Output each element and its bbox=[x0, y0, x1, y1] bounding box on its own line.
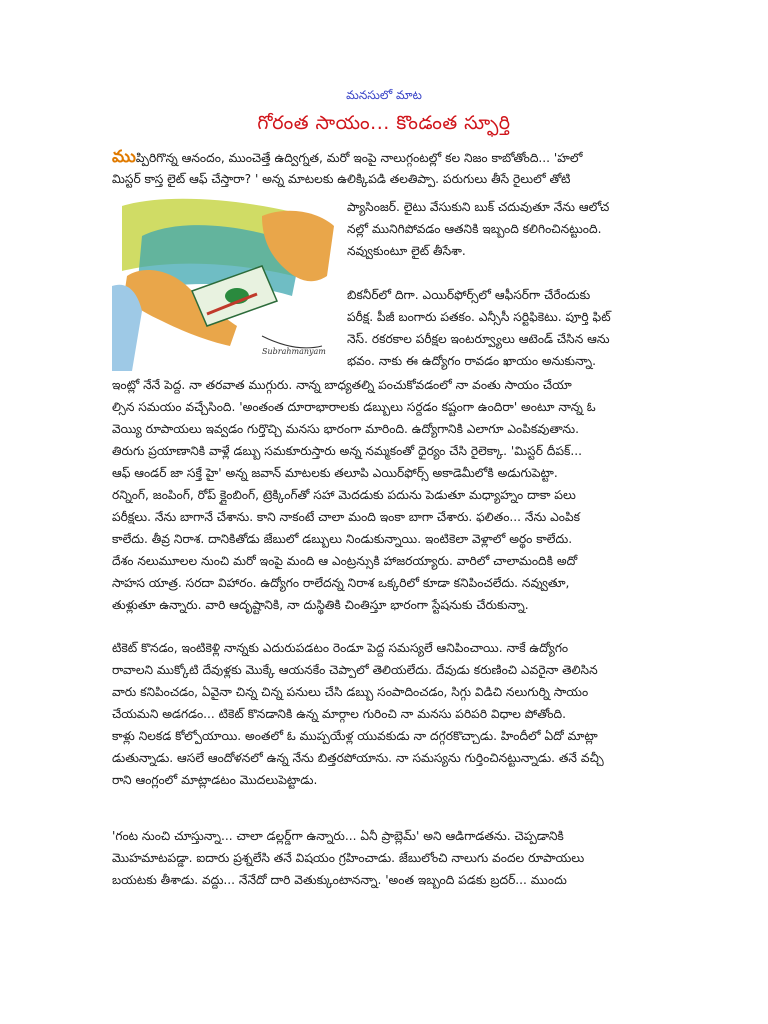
text-line: కాళ్లు నిలకడ కోల్పోయాయి. అంతలో ఓ ముప్పయేళ్ల యువకుడు నా దగ్గరకొచ్చాడు. హిందీలో ఏదో మాట్లా bbox=[112, 729, 598, 743]
text-line: ఇంట్లో నేనే పెద్ద. నా తరవాత ముగ్గురు. నాన్న బాధ్యతల్ని పంచుకోవడంలో నా వంతు సాయం చేయా bbox=[112, 378, 572, 392]
text-line: ముప్పిరిగొన్న ఆనందం, ముంచెత్తే ఉద్విగ్నత, మరో ఇంపై నాలుగ్గంటల్లో కల నిజం కాబోతోంది... 'హలో bbox=[112, 147, 583, 167]
text-line: రాని ఆంగ్లంలో మాట్లాడటం మొదలుపెట్టాడు. bbox=[112, 773, 318, 787]
text-line: నల్లో మునిగిపోవడం ఆతనికి ఇబ్బంది కలిగించినట్టుంది. bbox=[347, 222, 602, 236]
text-line: వారు కనిపించడం, ఏవైనా చిన్న చిన్న పనులు చేసి డబ్బు సంపాదించడం, సిగ్గు విడిచి నలుగుర్ని సాయం bbox=[112, 685, 589, 699]
text-line: కాలేదు. తీవ్ర నిరాశ. దానికితోడు జేబులో డబ్బులు నిండుకున్నాయి. ఇంటికెలా వెళ్లాలో అర్థం కాలేదు. bbox=[112, 532, 573, 546]
text-line: ల్సిన సమయం వచ్చేసింది. 'అంతంత దూరాభారాలకు డబ్బులు సర్దడం కష్టంగా ఉందిరా' అంటూ నాన్న ఓ bbox=[112, 400, 596, 414]
drop-cap: ము bbox=[112, 147, 136, 167]
text-line: టికెట్ కొనడం, ఇంటికెళ్లి నాన్నకు ఎదురుపడటం రెండూ పెద్ద సమస్యలే ఆనిపించాయి. నాకే ఉద్యోగం bbox=[112, 641, 569, 655]
text-line: బికనీర్‌లో దిగా. ఎయిర్‌ఫోర్స్‌లో ఆఫీసర్‌గా చేరేందుకు bbox=[347, 288, 591, 302]
text-line: నవ్వుకుంటూ లైట్ తీసేశా. bbox=[347, 244, 466, 258]
text-line: వెయ్యి రూపాయలు ఇవ్వడం గుర్తొచ్చి మనసు భారంగా మారింది. ఉద్యోగానికి ఎలాగూ ఎంపికవుతాను. bbox=[112, 422, 579, 436]
section-label: మనసులో మాట bbox=[346, 88, 422, 102]
illustrator-signature: Subrahmanyam bbox=[262, 347, 326, 356]
paragraph-2-narrow bbox=[347, 284, 667, 372]
text-line: దేశం నలుమూలల నుంచి మరో ఇంపై మంది ఆ ఎంట్రన్సుకి హాజరయ్యారు. వారిలో చాలామందికి అదో bbox=[112, 554, 578, 568]
text-line: నెస్. రకరకాల పరీక్షల ఇంటర్వ్యూలు ఆటెండ్ చేసిన ఆను bbox=[347, 332, 610, 346]
text-line: డుతున్నాడు. ఆసలే ఆందోళనలో ఉన్న నేను బిత్తరపోయాను. నా సమస్యను గుర్తించినట్టున్నాడు. తనే వచ్చీ bbox=[112, 751, 604, 765]
paragraph-1-top bbox=[112, 146, 672, 190]
paragraph-1-narrow bbox=[347, 196, 667, 262]
text-line: ప్యాసింజర్. లైటు వేసుకుని బుక్ చదువుతూ నేను ఆలోచ bbox=[347, 200, 610, 214]
article-headline: గోరంత సాయం... కొండంత స్ఫూర్తి bbox=[257, 112, 511, 134]
text-line: చేయమని అడగడం... టికెట్ కొనడానికి ఉన్న మార్గాల గురించి నా మనసు పరిపరి విధాల పోతోంది. bbox=[112, 707, 567, 721]
text-line: బయటకు తీశాడు. వద్దు... నేనేదో దారి వెతుక్కుంటానన్నా. 'అంత ఇబ్బంది పడకు బ్రదర్... ముందు bbox=[112, 873, 567, 887]
text-line: మొహమాటపడ్డా. ఐదారు ప్రశ్నలేసి తనే విషయం గ్రహించాడు. జేబులోంచి నాలుగు వందల రూపాయలు bbox=[112, 851, 585, 865]
helping-hands-money-icon bbox=[112, 196, 340, 371]
text-line: ఆఫ్ ఆండర్ జా సక్తే హై' అన్న జవాన్ మాటలకు తలూపి ఎయిర్‌ఫోర్స్ అకాడెమీలోకి అడుగుపెట్టా. bbox=[112, 466, 558, 480]
paragraph-4 bbox=[112, 825, 672, 891]
text-line: సాహస యాత్ర. సరదా విహారం. ఉద్యోగం రాలేదన్న నిరాశ ఒక్కరిలో కూడా కనిపించలేదు. నవ్వుతూ, bbox=[112, 576, 570, 590]
text-line: పరీక్షలు. నేను బాగానే చేశాను. కాని నాకంటే చాలా మంది ఇంకా బాగా చేశారు. ఫలితం... నేను ఎంపిక bbox=[112, 510, 580, 524]
text-line: రావాలని ముక్కోటి దేవుళ్లకు మొక్కే ఆయనకేం చెప్పాలో తెలియలేదు. దేవుడు కరుణించి ఎవరైనా తెలిసిన bbox=[112, 663, 598, 677]
text-line: తుళ్లుతూ ఉన్నారు. వారి ఆదృష్టానికి, నా దుస్థితికి చింతిస్తూ భారంగా స్టేషనుకు చేరుకున్నా. bbox=[112, 598, 529, 612]
text-line: మిస్టర్ కాస్త లైట్ ఆఫ్ చేస్తారా? ' అన్న మాటలకు ఉలిక్కిపడి తలతిప్పా. పరుగులు తీసే రైలులో తోటి bbox=[112, 172, 571, 186]
text-line: తిరుగు ప్రయాణానికి వాళ్లే డబ్బు సమకూరుస్తారు అన్న నమ్మకంతో ధైర్యం చేసి రైలెక్కా. 'మిస్టర్ దీపక్... bbox=[112, 444, 583, 458]
paragraph-2-full bbox=[112, 374, 672, 616]
text-line: రన్నింగ్, జంపింగ్, రోప్ క్లైంబింగ్, ట్రెక్కింగ్‌తో సహా మెదడుకు పదును పెడుతూ మధ్యాహ్నం దాకా పలు bbox=[112, 488, 576, 502]
text-line: భవం. నాకు ఈ ఉద్యోగం రావడం ఖాయం అనుకున్నా. bbox=[347, 354, 597, 368]
text-line: 'గంట నుంచి చూస్తున్నా... చాలా డల్లర్డ్‌గా ఉన్నారు... ఏనీ ప్రాబ్లెమ్' అని ఆడిగాడతను. చెప్పడానికి bbox=[112, 829, 564, 843]
text-line: పరీక్ష. పీజీ బంగారు పతకం. ఎన్సీసీ సర్టిఫికెటు. పూర్తి ఫిట్ bbox=[347, 310, 611, 324]
paragraph-3 bbox=[112, 637, 672, 791]
